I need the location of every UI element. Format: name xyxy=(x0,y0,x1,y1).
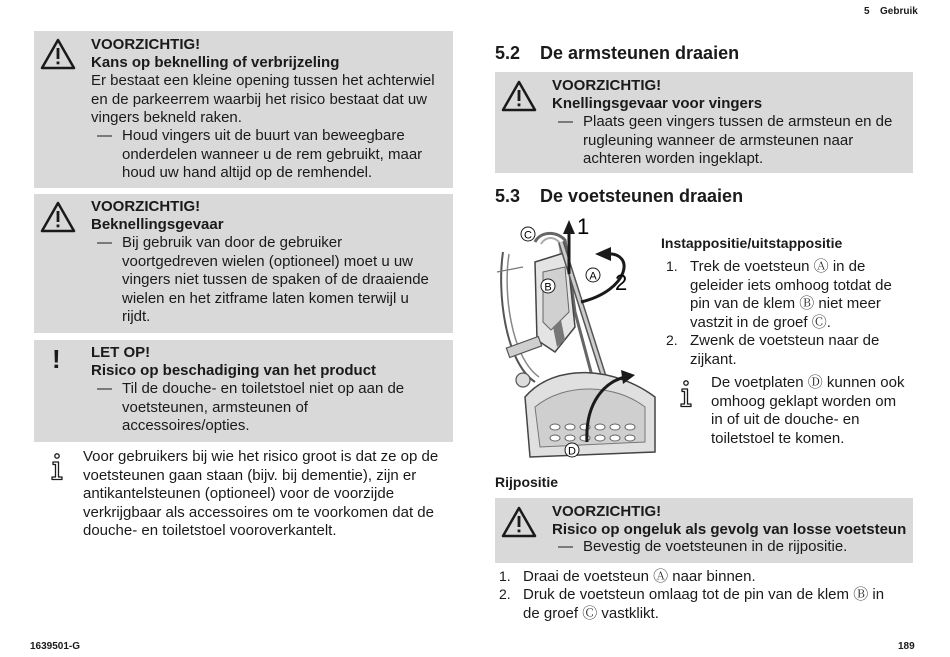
document-id: 1639501-G xyxy=(30,641,81,652)
warning-text-line: Er bestaat een kleine opening tussen het achterwiel xyxy=(91,72,435,89)
step-line: Trek de voetsteun Ⓐ in de xyxy=(690,258,866,275)
action-dash: — xyxy=(97,127,112,144)
action-line: wielen en het zitframe laten komen terwijl u xyxy=(122,289,409,307)
info-line: Voor gebruikers bij wie het risico groot is dat ze op de xyxy=(83,448,439,465)
info-line: toiletstoel te komen. xyxy=(711,429,845,447)
subheading-rijpositie: Rijpositie xyxy=(495,474,559,490)
step-number: 1. xyxy=(499,568,511,584)
action-line: accessoires/opties. xyxy=(122,417,250,434)
action-line: voortgedreven wielen (optioneel) moet u uw xyxy=(122,252,413,270)
action-line: achteren worden ingeklapt. xyxy=(583,150,764,167)
warning-triangle-icon xyxy=(501,80,537,112)
step-line: Druk de voetsteun omlaag tot de pin van de klem Ⓑ in xyxy=(523,586,885,603)
figure-label-d: D xyxy=(568,445,576,458)
section-number: 5.2 xyxy=(495,43,521,63)
info-line: douche- en toiletstoel vooroverkantelt. xyxy=(83,522,337,539)
action-line: rugleuning wanneer de armsteunen naar xyxy=(583,131,854,149)
step-line: vastzit in de groef Ⓒ. xyxy=(690,313,831,331)
info-line: omhoog geklapt worden om xyxy=(711,392,897,410)
step-line: de groef Ⓒ vastklikt. xyxy=(523,604,659,622)
warning-title: Kans op beknelling of verbrijzeling xyxy=(91,54,340,71)
info-line: verkrijgbaar als accessoires om te voorkomen dat de xyxy=(83,503,434,521)
info-line: antikantelsteunen (optioneel) voor de voorzijde xyxy=(83,485,395,502)
page-number: 189 xyxy=(898,641,915,652)
step-line: zijkant. xyxy=(690,350,737,368)
warning-box-entrapment xyxy=(34,194,453,333)
warning-box-accident xyxy=(495,498,913,563)
step-line: Draai de voetsteun Ⓐ naar binnen. xyxy=(523,568,756,585)
notice-signal: LET OP! xyxy=(91,344,151,361)
action-line: voetsteunen, armsteunen of xyxy=(122,398,308,416)
info-icon xyxy=(679,380,693,408)
subheading-instap: Instappositie/uitstappositie xyxy=(661,235,843,251)
action-line: houd uw hand altijd op de remhendel. xyxy=(122,164,373,181)
section-title: De armsteunen draaien xyxy=(540,43,740,63)
action-line: rijdt. xyxy=(122,308,151,325)
notice-box xyxy=(34,340,453,442)
warning-signal: VOORZICHTIG! xyxy=(91,36,201,53)
warning-text-line: en de parkeerrem waarbij het risico bestaat dat uw xyxy=(91,90,428,108)
action-line: Bevestig de voetsteunen in de rijpositie. xyxy=(583,538,848,555)
step-number: 1. xyxy=(666,258,678,274)
warning-title: Knellingsgevaar voor vingers xyxy=(552,95,763,112)
action-dash: — xyxy=(558,113,573,130)
warning-signal: VOORZICHTIG! xyxy=(91,198,201,215)
step-line: Zwenk de voetsteun naar de xyxy=(690,332,880,349)
action-line: Til de douche- en toiletstoel niet op aan de xyxy=(122,380,405,397)
warning-triangle-icon xyxy=(40,38,76,70)
action-line: Houd vingers uit de buurt van beweegbare xyxy=(122,127,405,144)
warning-title: Risico op ongeluk als gevolg van losse voetsteun xyxy=(552,521,907,538)
step-number: 2. xyxy=(499,586,511,602)
chapter-number: 5 xyxy=(864,6,870,17)
warning-signal: VOORZICHTIG! xyxy=(552,77,662,94)
warning-triangle-icon xyxy=(40,201,76,233)
step-line: pin van de klem Ⓑ niet meer xyxy=(690,295,881,312)
exclamation-icon: ! xyxy=(52,344,61,374)
figure-label-c: C xyxy=(524,229,532,242)
action-line: vingers niet tussen de spaken of de draaiende xyxy=(122,271,429,288)
figure-arrow-1-label: 1 xyxy=(577,214,590,239)
info-line: voetsteunen gaan staan (bijv. bij dementie), zijn er xyxy=(83,466,417,484)
action-dash: — xyxy=(558,538,573,555)
warning-signal: VOORZICHTIG! xyxy=(552,503,662,520)
info-icon xyxy=(50,453,64,481)
section-number: 5.3 xyxy=(495,186,521,206)
footrest-illustration xyxy=(495,212,660,464)
figure-label-b: B xyxy=(544,281,552,294)
chapter-title: Gebruik xyxy=(880,6,918,17)
figure-arrow-2-label: 2 xyxy=(615,270,628,295)
action-dash: — xyxy=(97,380,112,397)
section-title: De voetsteunen draaien xyxy=(540,186,744,206)
action-line: onderdelen wanneer u de rem gebruikt, maar xyxy=(122,145,423,163)
warning-text-line: vingers bekneld raken. xyxy=(91,109,242,126)
warning-box-pinch xyxy=(34,31,453,188)
info-line: in of uit de douche- en xyxy=(711,411,860,428)
warning-box-fingers xyxy=(495,72,913,173)
action-dash: — xyxy=(97,234,112,251)
info-line: De voetplaten Ⓓ kunnen ook xyxy=(711,374,905,391)
figure-label-a: A xyxy=(589,270,597,283)
notice-title: Risico op beschadiging van het product xyxy=(91,362,377,379)
warning-triangle-icon xyxy=(501,506,537,538)
step-number: 2. xyxy=(666,332,678,348)
action-line: Bij gebruik van door de gebruiker xyxy=(122,234,343,251)
action-line: Plaats geen vingers tussen de armsteun en de xyxy=(583,113,893,130)
step-line: geleider iets omhoog totdat de xyxy=(690,276,892,294)
warning-title: Beknellingsgevaar xyxy=(91,216,224,233)
